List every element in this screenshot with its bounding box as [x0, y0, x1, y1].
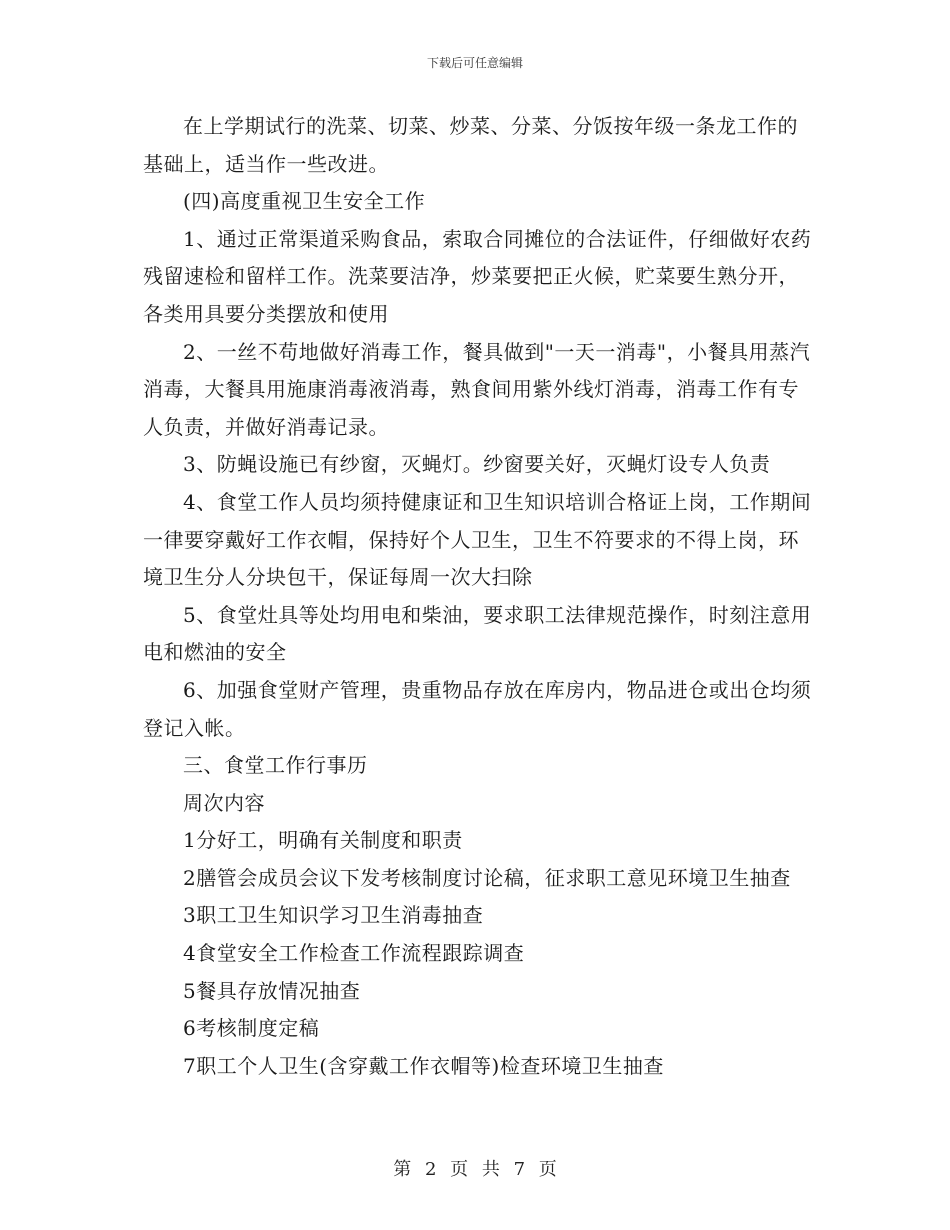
schedule-item-4: 4食堂安全工作检查工作流程跟踪调查: [183, 941, 525, 966]
schedule-item-2: 2膳管会成员会议下发考核制度讨论稿，征求职工意见环境卫生抽查: [183, 865, 791, 890]
paragraph-8: 6、加强食堂财产管理，贵重物品存放在库房内，物品进仓或出仓均须登记入帐。: [143, 677, 812, 740]
total-pages-number: 7: [513, 1159, 526, 1180]
paragraph-2: (四)高度重视卫生安全工作: [183, 189, 426, 214]
schedule-item-1: 1分好工，明确有关制度和职责: [183, 828, 463, 853]
schedule-item-5: 5餐具存放情况抽查: [183, 978, 361, 1003]
page-label-mid-1: 页: [450, 1159, 469, 1180]
schedule-item-6: 6考核制度定稿: [183, 1016, 320, 1041]
current-page-number: 2: [424, 1159, 437, 1180]
table-heading: 周次内容: [183, 790, 265, 815]
header-note: 下载后可任意编辑: [426, 56, 523, 70]
paragraph-6: 4、食堂工作人员均须持健康证和卫生知识培训合格证上岗，工作期间一律要穿戴好工作衣帽，保持好个人卫生，卫生不符要求的不得上岗，环境卫生分人分块包干，保证每周一次大扫除: [143, 489, 812, 590]
document-body: [143, 108, 815, 1085]
page-label-suffix: 页: [538, 1159, 557, 1180]
schedule-item-3: 3职工卫生知识学习卫生消毒抽查: [183, 903, 484, 928]
paragraph-7: 5、食堂灶具等处均用电和柴油，要求职工法律规范操作，时刻注意用电和燃油的安全: [143, 602, 812, 665]
section-heading: 三、食堂工作行事历: [183, 753, 368, 778]
page-footer: [0, 1155, 950, 1181]
page-label-prefix: 第: [393, 1159, 412, 1180]
schedule-item-7: 7职工个人卫生(含穿戴工作衣帽等)检查环境卫生抽查: [183, 1053, 664, 1078]
paragraph-3: 1、通过正常渠道采购食品，索取合同摊位的合法证件，仔细做好农药残留速检和留样工作。洗菜要洁净，炒菜要把正火候，贮菜要生熟分开，各类用具要分类摆放和使用: [143, 226, 812, 326]
page-label-mid-2: 共: [481, 1159, 500, 1180]
paragraph-1: 在上学期试行的洗菜、切菜、炒菜、分菜、分饭按年级一条龙工作的基础上，适当作一些改进。: [143, 114, 798, 176]
paragraph-5: 3、防蝇设施已有纱窗，灭蝇灯。纱窗要关好，灭蝇灯设专人负责: [183, 452, 771, 477]
paragraph-4: 2、一丝不苟地做好消毒工作，餐具做到"一天一消毒"，小餐具用蒸汽消毒，大餐具用施康消毒液消毒，熟食间用紫外线灯消毒，消毒工作有专人负责，并做好消毒记录。: [143, 339, 811, 439]
